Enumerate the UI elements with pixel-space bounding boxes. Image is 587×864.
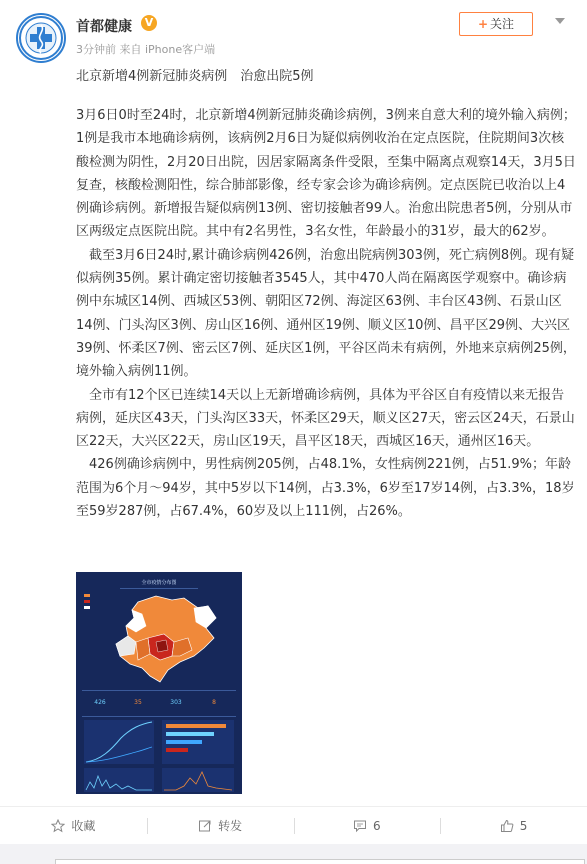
post-title: 北京新增4例新冠肺炎病例 治愈出院5例 [76,69,314,84]
user-name[interactable]: 首都健康 [76,19,132,35]
plus-icon: + [477,17,489,31]
action-bar [0,806,587,844]
verified-icon: V [141,15,157,31]
post-paragraph: 全市有12个区已连续14天以上无新增确诊病例，具体为平谷区自有疫情以来无报告病例，延庆区43天，门头沟区33天，怀柔区29天，顺义区27天，密云区24天，石景山区22天，大兴区22天，房山区19天，昌平区18天，西城区16天，通州区16天。 [76,387,575,450]
favorite-button[interactable] [0,807,147,844]
stat-value: 426 [94,699,106,706]
post-paragraph: 3月6日0时至24时，北京新增4例新冠肺炎确诊病例，3例来自意大利的境外输入病例；1例是我市本地确诊病例，该病例2月6日为疑似病例收治在定点医院，住院期间3次核酸检测为阴性，2月20日出院，因居家隔离条件受限，至集中隔离点观察14天，3月5日复查，核酸检测阳性，综合肺部影像，经专家会诊为确诊病例。定点医院已收治以上4例确诊病例。新增报告疑似病例13例、密切接触者99人。治愈出院患者5例，分别从市区两级定点医院出院。其中有2名男性，3名女性，年龄最小的31岁，最大的62岁。 [76,108,576,240]
stat-value: 35 [134,699,142,706]
image-caption: 全市疫情分布图 [141,580,177,586]
repost-label: 转发 [218,819,243,833]
comment-button[interactable] [294,807,441,844]
post-image[interactable] [76,572,242,794]
post-header [0,0,587,68]
star-icon [51,819,65,833]
comment-icon [353,819,367,833]
follow-label: 关注 [490,17,515,31]
post-body [76,104,576,523]
thumbs-up-icon [500,819,514,833]
post-paragraph: 426例确诊病例中，男性病例205例，占48.1%，女性病例221例，占51.9%；年龄范围为6个月～94岁，其中5岁以下14例，占3.3%，6岁至17岁14例，占3.3%，18岁至59岁287例，占67.4%，60岁及以上111例，占26%。 [76,457,575,520]
post-meta: 3分钟前 来自 iPhone客户端 [76,43,216,56]
post-paragraph: 截至3月6日24时,累计确诊病例426例，治愈出院病例303例，死亡病例8例。现有疑似病例35例。累计确定密切接触者3545人，其中470人尚在隔离医学观察中。确诊病例中东城区14例、西城区53例、朝阳区72例、海淀区63例、丰台区43例、石景山区14例、门头沟区3例、房山区16例、通州区19例、顺义区10例、昌平区29例、大兴区39例、怀柔区7例、密云区7例、延庆区1例，平谷区尚未有病例，外地来京病例25例，境外输入病例11例。 [76,247,576,380]
like-button[interactable] [440,807,587,844]
follow-button[interactable] [459,12,533,36]
favorite-label: 收藏 [71,819,96,833]
repost-button[interactable] [147,807,294,844]
avatar[interactable] [16,13,66,63]
stat-value: 303 [170,699,182,706]
stat-value: 8 [212,699,216,706]
comment-count: 6 [373,818,381,833]
health-logo-icon [18,15,64,61]
chevron-down-icon[interactable] [555,18,565,24]
epidemic-map-graphic [76,572,242,794]
comment-input[interactable] [55,859,585,864]
like-count: 5 [519,818,528,833]
repost-icon [198,819,212,833]
